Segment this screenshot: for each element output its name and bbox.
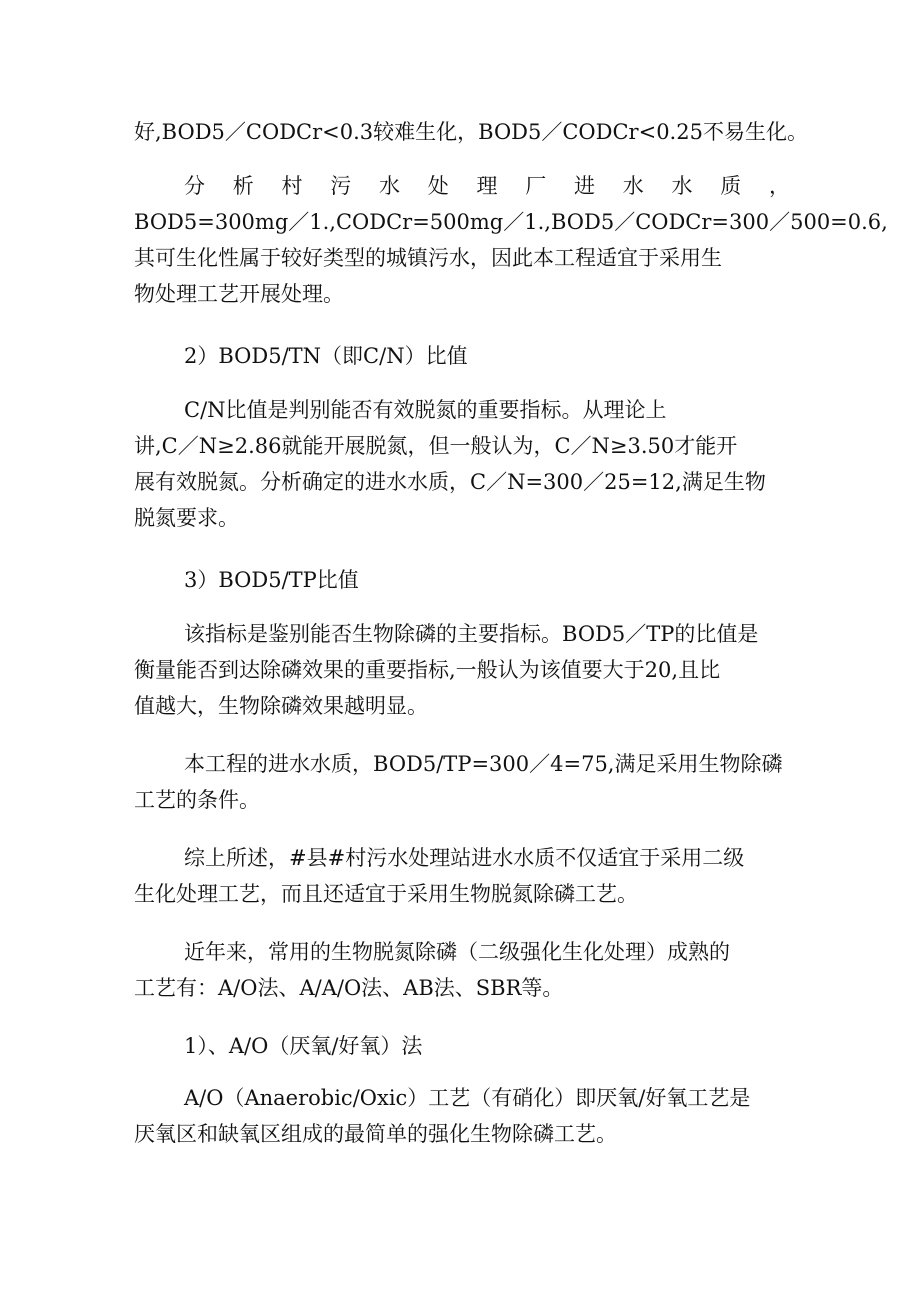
text-line: 其可生化性属于较好类型的城镇污水，因此本工程适宜于采用生 <box>134 246 722 270</box>
text-line: A/O（Anaerobic/Oxic）工艺（有硝化）即厌氧/好氧工艺是 <box>184 1086 751 1110</box>
section-heading-bod-tp <box>184 562 790 598</box>
text-line: 该指标是鉴别能否生物除磷的主要指标。BOD5／TP的比值是 <box>184 622 759 646</box>
text-line: 好,BOD5／CODCr<0.3较难生化，BOD5／CODCr<0.25不易生化。 <box>134 120 808 144</box>
text-line: 1）、A/O（厌氧/好氧）法 <box>184 1034 423 1058</box>
text-line: 工艺有：A/O法、A/A/O法、AB法、SBR等。 <box>134 976 564 1000</box>
text-line: 值越大，生物除磷效果越明显。 <box>134 694 428 718</box>
text-line: 工艺的条件。 <box>134 788 260 812</box>
section-heading-bod-tn <box>184 338 790 374</box>
text-line: C/N比值是判别能否有效脱氮的重要指标。从理论上 <box>184 398 667 422</box>
paragraph-common-processes <box>134 934 790 1006</box>
paragraph-ao-description <box>134 1080 790 1152</box>
text-line: 近年来，常用的生物脱氮除磷（二级强化生化处理）成熟的 <box>184 940 730 964</box>
text-line: 本工程的进水水质，BOD5/TP=300／4=75,满足采用生物除磷 <box>184 752 783 776</box>
text-line: 展有效脱氮。分析确定的进水水质，C／N=300／25=12,满足生物 <box>134 470 766 494</box>
text-line: 3）BOD5/TP比值 <box>184 568 359 592</box>
text-line: 综上所述，#县#村污水处理站进水水质不仅适宜于采用二级 <box>184 846 745 870</box>
paragraph-project-bod-tp <box>134 746 790 818</box>
text-line-spread: 分 析 村 污 水 处 理 厂 进 水 水 质 ， <box>184 174 790 198</box>
text-line: 脱氮要求。 <box>134 506 239 530</box>
paragraph-summary <box>134 840 790 912</box>
paragraph-cn-ratio <box>134 392 790 536</box>
paragraph-phosphorus-indicator <box>134 616 790 724</box>
paragraph-continuation <box>134 114 808 150</box>
text-line: 讲,C／N≥2.86就能开展脱氮，但一般认为，C／N≥3.50才能开 <box>134 434 738 458</box>
text-line: 衡量能否到达除磷效果的重要指标,一般认为该值要大于20,且比 <box>134 658 721 682</box>
text-line: BOD5=300mg／1.,CODCr=500mg／1.,BOD5／CODCr=300／500=0.6, <box>134 210 888 234</box>
text-line: 生化处理工艺，而且还适宜于采用生物脱氮除磷工艺。 <box>134 882 638 906</box>
text-line: 物处理工艺开展处理。 <box>134 282 344 306</box>
text-line: 厌氧区和缺氧区组成的最简单的强化生物除磷工艺。 <box>134 1122 617 1146</box>
text-line: 2）BOD5/TN（即C/N）比值 <box>184 344 468 368</box>
section-heading-ao-process <box>184 1028 790 1064</box>
paragraph-water-quality-analysis <box>134 168 888 312</box>
